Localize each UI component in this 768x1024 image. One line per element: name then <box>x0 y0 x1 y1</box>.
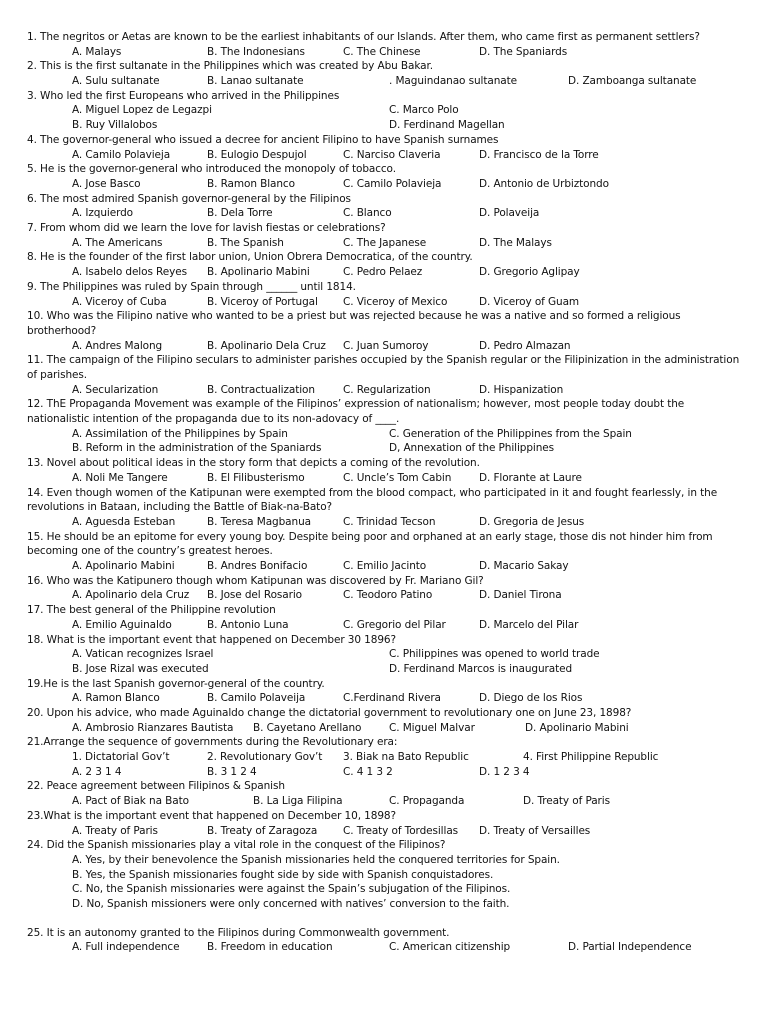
question-item <box>27 162 748 191</box>
answer-option: D. Treaty of Versailles <box>479 824 591 837</box>
question-item <box>27 89 748 133</box>
question-text: 20. Upon his advice, who made Aguinaldo change the dictatorial government to revolutionary one on June 23, 1898? <box>27 707 632 719</box>
answer-option: B. The Spanish <box>207 236 284 249</box>
answer-option: B. Camilo Polaveija <box>207 692 306 705</box>
answer-option: D. Treaty of Paris <box>523 795 610 808</box>
question-text: 10. Who was the Filipino native who wanted to be a priest but was rejected because he was a native and so formed a religious brotherhood? <box>27 310 684 337</box>
answer-option: A. Miguel Lopez de Legazpi <box>72 104 212 117</box>
answer-option: C.Ferdinand Rivera <box>343 692 441 705</box>
question-text: 5. He is the governor-general who introduced the monopoly of tobacco. <box>27 163 396 176</box>
answer-option: A. Assimilation of the Philippines by Spain <box>72 427 288 440</box>
answer-option: A. 2 3 1 4 <box>72 765 122 778</box>
answer-option: B. Cayetano Arellano <box>253 721 362 734</box>
question-text: 15. He should be an epitome for every young boy. Despite being poor and orphaned at an early stage, those dis not hinder him from becoming one of the country’s greatest heroes. <box>27 530 716 558</box>
answer-option: B. Teresa Magbanua <box>207 515 311 528</box>
question-text: 7. From whom did we learn the love for lavish fiestas or celebrations? <box>27 222 386 235</box>
question-item <box>27 353 748 397</box>
options-row <box>27 471 748 486</box>
answer-option: A. Treaty of Paris <box>72 824 158 837</box>
answer-option: B. Ruy Villalobos <box>72 119 158 132</box>
answer-option: A. Apolinario Mabini <box>72 560 175 573</box>
answer-option: D. Ferdinand Magellan <box>389 119 505 132</box>
answer-option: C. The Japanese <box>343 236 427 249</box>
question-text: 6. The most admired Spanish governor-general by the Filipinos <box>27 192 351 205</box>
options-row <box>27 559 748 574</box>
question-item <box>27 280 748 309</box>
question-item <box>27 603 748 632</box>
answer-option: A. Malays <box>72 45 122 58</box>
options-row <box>27 662 748 677</box>
answer-option: B. Antonio Luna <box>207 618 289 631</box>
answer-option: B. Contractualization <box>207 383 315 396</box>
options-row <box>27 794 748 809</box>
question-item <box>27 30 748 59</box>
answer-option: C. Uncle’s Tom Cabin <box>343 471 452 484</box>
question-text: 11. The campaign of the Filipino seculars to administer parishes occupied by the Spanish regular or the Filipinization in the administration of parishes. <box>27 354 743 381</box>
answer-option: C. Regularization <box>343 383 431 396</box>
question-item <box>27 486 748 530</box>
answer-option: B. Dela Torre <box>207 207 273 220</box>
answer-option: B. Treaty of Zaragoza <box>207 824 318 837</box>
question-text: 22. Peace agreement between Filipinos & Spanish <box>27 780 285 793</box>
answer-option: D. Marcelo del Pilar <box>479 618 579 631</box>
answer-option: C. Blanco <box>343 207 392 220</box>
answer-option: B. Jose Rizal was executed <box>72 662 209 675</box>
answer-option: B. Andres Bonifacio <box>207 560 308 573</box>
question-item <box>27 706 748 735</box>
options-row <box>27 588 748 603</box>
options-row <box>27 206 748 221</box>
options-row <box>27 940 748 955</box>
answer-option: C. Camilo Polavieja <box>343 177 442 190</box>
answer-option: A. Jose Basco <box>72 177 141 190</box>
answer-option: C. Trinidad Tecson <box>343 515 436 528</box>
answer-option: D. Gregorio Aglipay <box>479 266 580 279</box>
answer-option: A. Emilio Aguinaldo <box>72 618 172 631</box>
question-item <box>27 838 748 911</box>
question-item <box>27 309 748 353</box>
answer-option: B. Viceroy of Portugal <box>207 295 318 308</box>
options-row <box>27 265 748 280</box>
answer-option: C. Viceroy of Mexico <box>343 295 448 308</box>
question-item <box>27 809 748 838</box>
answer-option: A. Secularization <box>72 383 159 396</box>
question-item <box>27 397 748 456</box>
answer-option: D. No, Spanish missioners were only concerned with natives’ conversion to the faith. <box>72 898 510 911</box>
options-row <box>27 295 748 310</box>
answer-option: 2. Revolutionary Gov’t <box>207 751 323 764</box>
answer-option: D. Partial Independence <box>568 941 692 954</box>
answer-option: B. Ramon Blanco <box>207 177 295 190</box>
answer-option: A. Sulu sultanate <box>72 75 160 88</box>
answer-option: A. Ambrosio Rianzares Bautista <box>72 721 234 734</box>
answer-option: B. Freedom in education <box>207 941 333 954</box>
options-row <box>27 765 748 780</box>
answer-option: B. Eulogio Despujol <box>207 148 307 161</box>
answer-option: D. Polaveija <box>479 207 540 220</box>
options-row <box>27 441 748 456</box>
question-item <box>27 59 748 88</box>
question-text: 8. He is the founder of the first labor union, Union Obrera Democratica, of the country. <box>27 251 473 264</box>
answer-option: A. Izquierdo <box>72 207 134 220</box>
question-text: 19.He is the last Spanish governor-general of the country. <box>27 677 325 690</box>
answer-option: C. Narciso Claveria <box>343 148 441 161</box>
options-row <box>27 853 748 868</box>
answer-option: D. 1 2 3 4 <box>479 765 530 778</box>
answer-option: C. Miguel Malvar <box>389 721 475 734</box>
options-row <box>27 45 748 60</box>
answer-option: C. 4 1 3 2 <box>343 765 393 778</box>
answer-option: D, Annexation of the Philippines <box>389 442 555 455</box>
options-row <box>27 647 748 662</box>
answer-option: C. Treaty of Tordesillas <box>343 824 459 837</box>
answer-option: C. Juan Sumoroy <box>343 339 429 352</box>
answer-option: . Maguindanao sultanate <box>389 75 517 88</box>
question-text: 13. Novel about political ideas in the story form that depicts a coming of the revolution. <box>27 457 480 470</box>
answer-option: B. Apolinario Dela Cruz <box>207 339 326 352</box>
answer-option: C. No, the Spanish missionaries were against the Spain’s subjugation of the Filipinos. <box>72 883 511 896</box>
question-text: 23.What is the important event that happened on December 10, 1898? <box>27 809 396 822</box>
answer-option: B. El Filibusterismo <box>207 471 305 484</box>
answer-option: A. Full independence <box>72 941 180 954</box>
answer-option: 3. Biak na Bato Republic <box>343 751 469 764</box>
answer-option: A. Viceroy of Cuba <box>72 295 167 308</box>
options-row <box>27 824 748 839</box>
options-row <box>27 515 748 530</box>
options-row <box>27 177 748 192</box>
question-item <box>27 574 748 603</box>
answer-option: A. The Americans <box>72 236 163 249</box>
question-item <box>27 735 748 779</box>
answer-option: D. Zamboanga sultanate <box>568 75 697 88</box>
answer-option: D. Apolinario Mabini <box>525 721 629 734</box>
question-text: 16. Who was the Katipunero though whom Katipunan was discovered by Fr. Mariano Gil? <box>27 574 484 587</box>
answer-option: A. Camilo Polavieja <box>72 148 171 161</box>
question-item <box>27 250 748 279</box>
answer-option: B. Lanao sultanate <box>207 75 304 88</box>
answer-option: A. Yes, by their benevolence the Spanish missionaries held the conquered territories for Spain. <box>72 853 560 866</box>
question-text: 24. Did the Spanish missionaries play a vital role in the conquest of the Filipinos? <box>27 839 446 852</box>
answer-option: A. Apolinario dela Cruz <box>72 589 190 602</box>
question-item <box>27 133 748 162</box>
answer-option: B. Reform in the administration of the Spaniards <box>72 442 322 455</box>
answer-option: B. Yes, the Spanish missionaries fought side by side with Spanish conquistadores. <box>72 868 494 881</box>
question-item <box>27 456 748 485</box>
answer-option: C. The Chinese <box>343 45 421 58</box>
answer-option: D. Ferdinand Marcos is inaugurated <box>389 662 573 675</box>
options-row <box>27 882 748 897</box>
answer-option: B. 3 1 2 4 <box>207 765 257 778</box>
question-text: 1. The negritos or Aetas are known to be the earliest inhabitants of our Islands. After them, who came first as permanent settlers? <box>27 31 700 43</box>
answer-option: C. Gregorio del Pilar <box>343 618 446 631</box>
question-item <box>27 530 748 574</box>
answer-option: B. Apolinario Mabini <box>207 266 310 279</box>
options-row <box>27 339 748 354</box>
answer-option: C. Emilio Jacinto <box>343 560 427 573</box>
question-text: 25. It is an autonomy granted to the Filipinos during Commonwealth government. <box>27 926 450 939</box>
answer-option: A. Andres Malong <box>72 339 163 352</box>
answer-option: D. Hispanization <box>479 383 564 396</box>
options-row <box>27 868 748 883</box>
options-row <box>27 383 748 398</box>
options-row <box>27 118 748 133</box>
answer-option: D. Macario Sakay <box>479 560 569 573</box>
answer-option: C. Marco Polo <box>389 104 459 117</box>
answer-option: D. Viceroy of Guam <box>479 295 580 308</box>
question-text: 4. The governor-general who issued a decree for ancient Filipino to have Spanish surnames <box>27 133 499 146</box>
answer-option: C. Generation of the Philippines from the Spain <box>389 427 632 440</box>
options-row <box>27 897 748 912</box>
answer-option: 4. First Philippine Republic <box>523 751 659 764</box>
options-row <box>27 691 748 706</box>
question-text: 14. Even though women of the Katipunan were exempted from the blood compact, who participated in it and fought fearlessly, in the revolutions in Bataan, including the Battle of Biak-na-Bato? <box>27 486 721 514</box>
options-row <box>27 236 748 251</box>
answer-option: C. American citizenship <box>389 941 511 954</box>
answer-option: B. The Indonesians <box>207 45 305 58</box>
question-item <box>27 677 748 706</box>
answer-option: C. Philippines was opened to world trade <box>389 648 600 661</box>
options-row <box>27 750 748 765</box>
question-text: 3. Who led the first Europeans who arrived in the Philippines <box>27 89 340 102</box>
options-row <box>27 103 748 118</box>
answer-option: D. Diego de los Rios <box>479 692 583 705</box>
answer-option: A. Noli Me Tangere <box>72 471 168 484</box>
question-text: 21.Arrange the sequence of governments during the Revolutionary era: <box>27 736 398 749</box>
options-row <box>27 721 748 736</box>
answer-option: A. Isabelo delos Reyes <box>72 266 187 279</box>
question-item <box>27 779 748 808</box>
options-row <box>27 74 748 89</box>
question-text: 2. This is the first sultanate in the Philippines which was created by Abu Bakar. <box>27 60 433 73</box>
options-row <box>27 148 748 163</box>
answer-option: D. Gregoria de Jesus <box>479 515 585 528</box>
answer-option: C. Propaganda <box>389 795 465 808</box>
answer-option: A. Pact of Biak na Bato <box>72 795 189 808</box>
question-text: 12. ThE Propaganda Movement was example of the Filipinos’ expression of nationalism; however, most people today doubt the nationalistic intention of the propaganda due to its non-adovacy of ____. <box>27 398 688 426</box>
question-text: 17. The best general of the Philippine revolution <box>27 604 276 617</box>
answer-option: C. Pedro Pelaez <box>343 266 423 279</box>
question-item <box>27 633 748 677</box>
answer-option: A. Vatican recognizes Israel <box>72 648 214 661</box>
answer-option: D. Daniel Tirona <box>479 589 562 602</box>
answer-option: D. Pedro Almazan <box>479 339 571 352</box>
question-text: 18. What is the important event that happened on December 30 1896? <box>27 633 396 646</box>
answer-option: D. Antonio de Urbiztondo <box>479 177 609 190</box>
answer-option: A. Ramon Blanco <box>72 692 160 705</box>
answer-option: D. Florante at Laure <box>479 471 582 484</box>
answer-option: D. Francisco de la Torre <box>479 148 599 161</box>
answer-option: D. The Malays <box>479 236 552 249</box>
question-item <box>27 221 748 250</box>
answer-option: A. Aguesda Esteban <box>72 515 176 528</box>
answer-option: C. Teodoro Patino <box>343 589 433 602</box>
answer-option: D. The Spaniards <box>479 45 568 58</box>
answer-option: B. Jose del Rosario <box>207 589 302 602</box>
answer-option: 1. Dictatorial Gov’t <box>72 751 170 764</box>
answer-option: B. La Liga Filipina <box>253 795 343 808</box>
question-item <box>27 192 748 221</box>
question-item <box>27 926 748 955</box>
options-row <box>27 427 748 442</box>
spacer <box>27 912 748 926</box>
question-text: 9. The Philippines was ruled by Spain through ______ until 1814. <box>27 280 356 293</box>
options-row <box>27 618 748 633</box>
